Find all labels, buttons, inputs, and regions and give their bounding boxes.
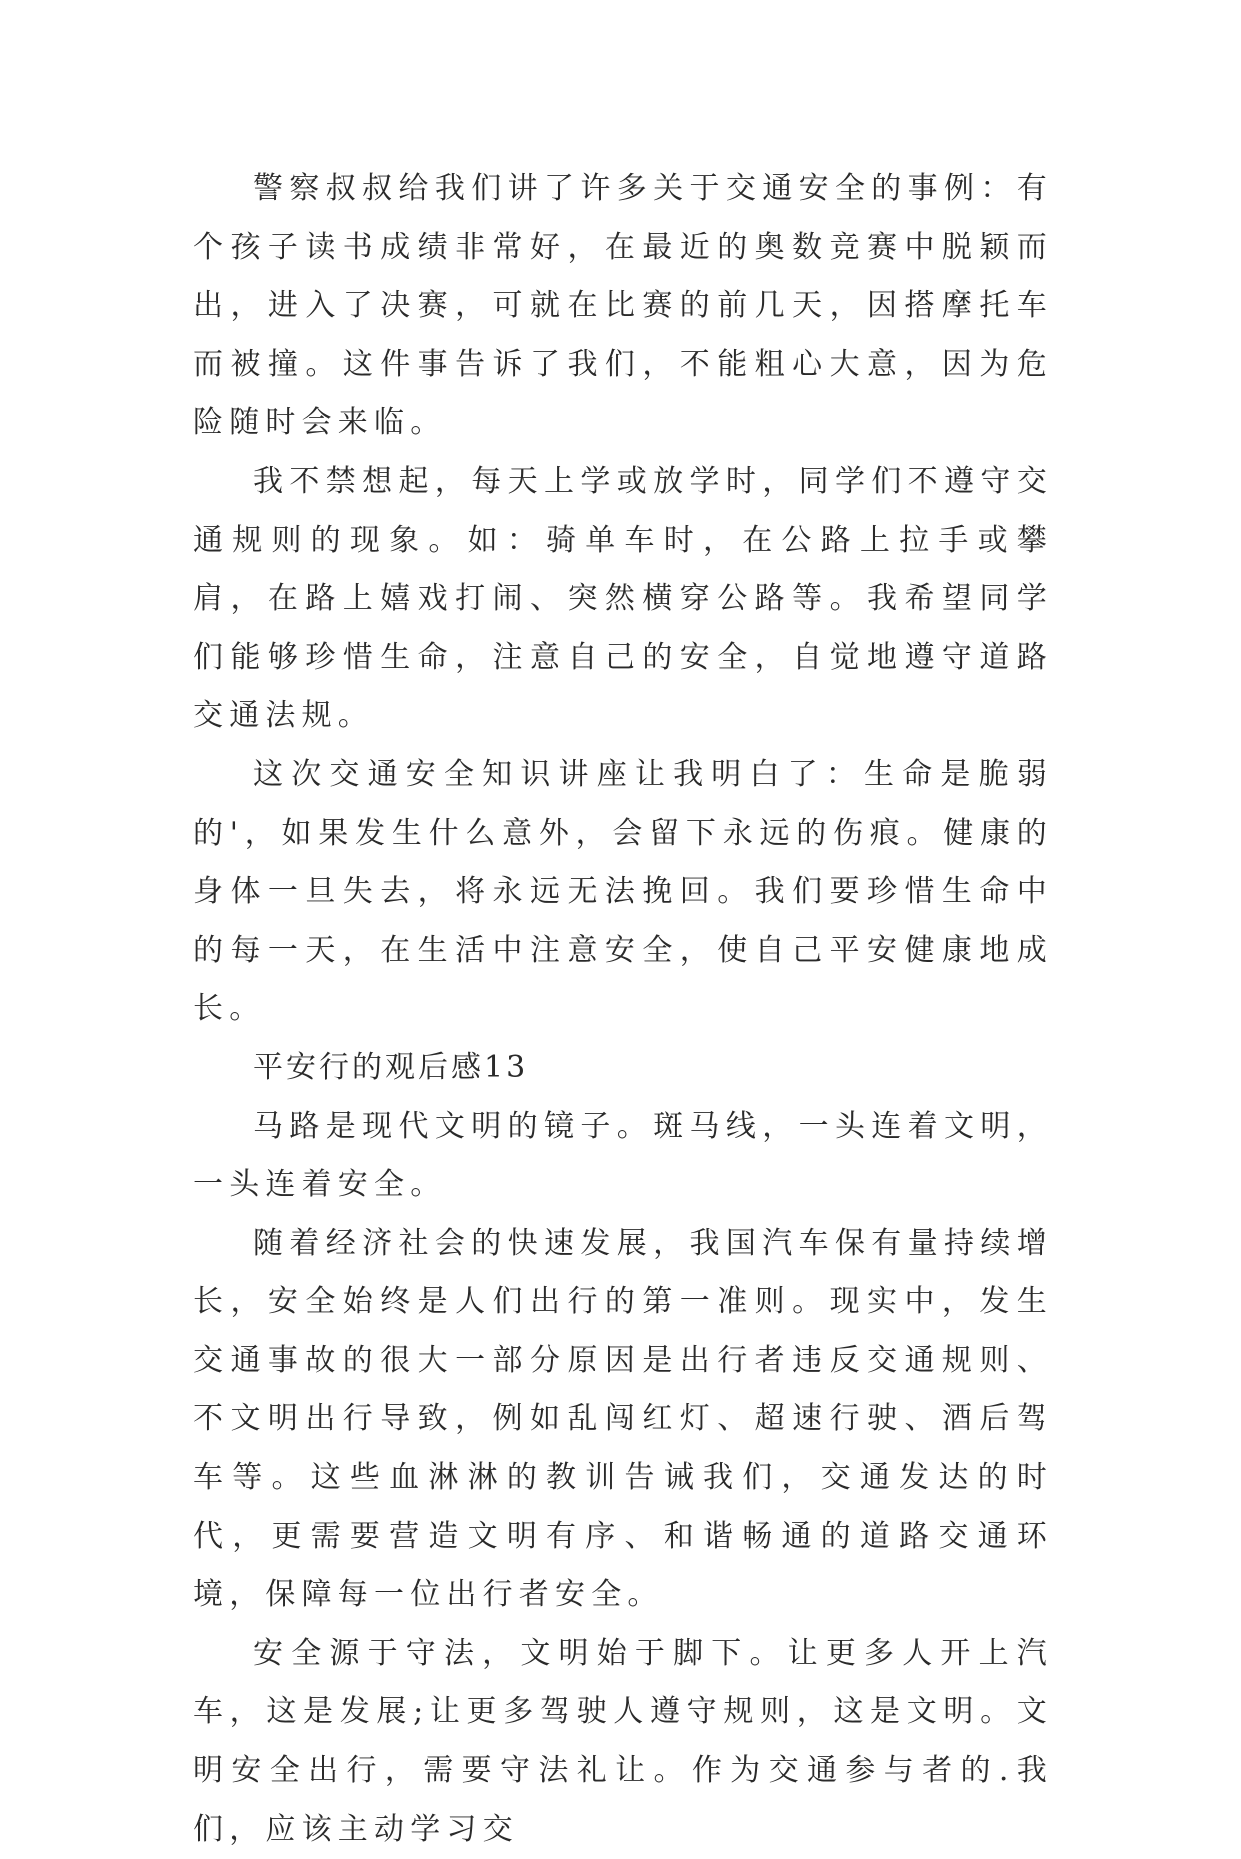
paragraph-student-behavior: 我不禁想起，每天上学或放学时，同学们不遵守交通规则的现象。如：骑单车时，在公路上拉手或攀肩，在路上嬉戏打闹、突然横穿公路等。我希望同学们能够珍惜生命，注意自己的安全，自觉地遵守道路交通法规。 — [193, 463, 1053, 734]
paragraph-economic-development: 随着经济社会的快速发展，我国汽车保有量持续增长，安全始终是人们出行的第一准则。现实中，发生交通事故的很大一部分原因是出行者违反交通规则、不文明出行导致，例如乱闯红灯、超速行驶、酒后驾车等。这些血淋淋的教训告诫我们，交通发达的时代，更需要营造文明有序、和谐畅通的道路交通环境，保障每一位出行者安全。 — [193, 1225, 1053, 1613]
paragraph-police-story: 警察叔叔给我们讲了许多关于交通安全的事例：有个孩子读书成绩非常好，在最近的奥数竞赛中脱颖而出，进入了决赛，可就在比赛的前几天，因搭摩托车而被撞。这件事告诉了我们，不能粗心大意，因为危险随时会来临。 — [193, 171, 1053, 441]
section-heading: 平安行的观后感13 — [253, 1049, 529, 1085]
paragraph-safety-law: 安全源于守法，文明始于脚下。让更多人开上汽车，这是发展;让更多驾驶人遵守规则，这是文明。文明安全出行，需要守法礼让。作为交通参与者的.我们，应该主动学习交 — [193, 1635, 1053, 1847]
paragraph-zebra-crossing: 马路是现代文明的镜子。斑马线，一头连着文明，一头连着安全。 — [193, 1108, 1053, 1203]
document-body — [193, 160, 1053, 1859]
paragraph-lecture-lesson: 这次交通安全知识讲座让我明白了：生命是脆弱的'，如果发生什么意外，会留下永远的伤痕。健康的身体一旦失去，将永远无法挽回。我们要珍惜生命中的每一天，在生活中注意安全，使自己平安健康地成长。 — [193, 756, 1053, 1027]
